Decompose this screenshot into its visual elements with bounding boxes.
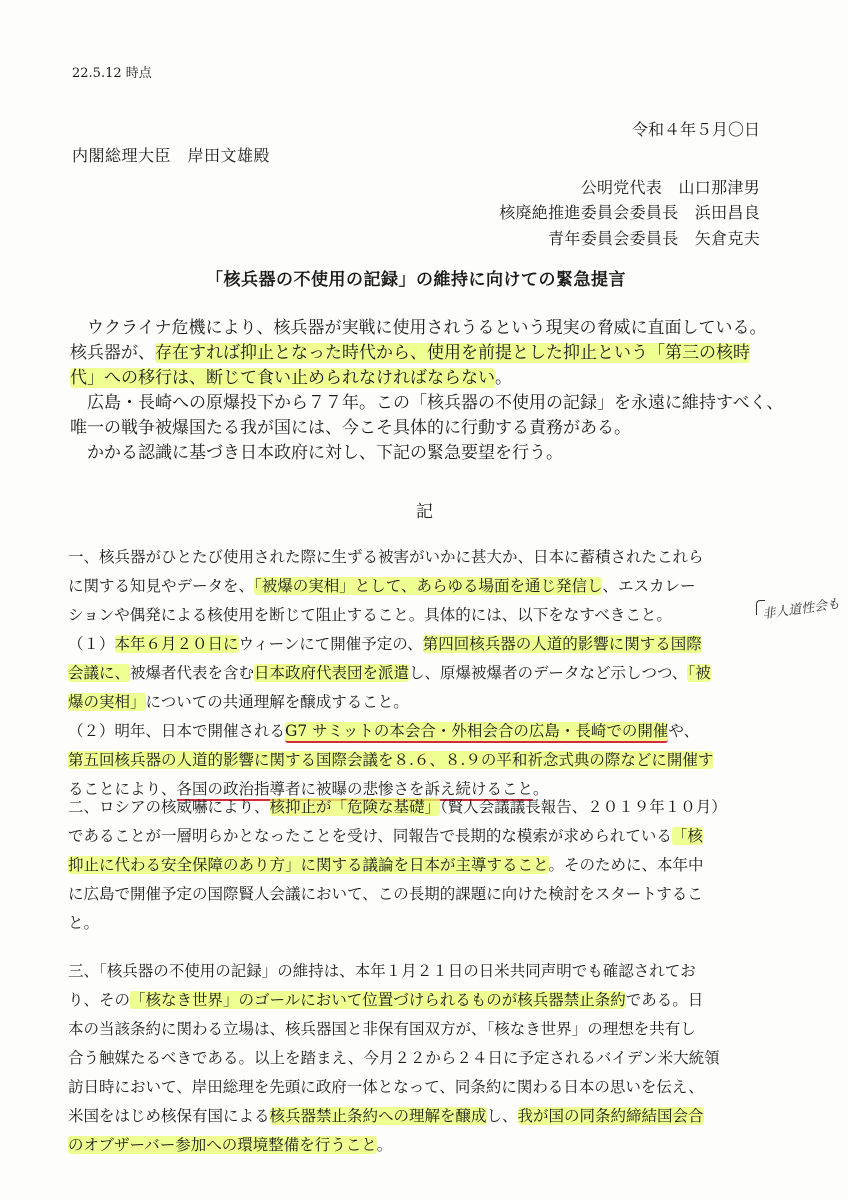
intro-paragraph — [70, 316, 784, 466]
highlight: 我が国の同条約締結国会合 — [517, 1107, 704, 1125]
sender-1: 公明党代表 山口那津男 — [580, 178, 760, 197]
section-1 — [68, 543, 780, 804]
highlight: 「被爆の実相」として、あらゆる場面を通じ発信し — [254, 577, 603, 595]
highlight: 存在すれば抑止となった時代から、使用を前提とした抑止という「第三の核時 — [155, 343, 750, 363]
section-line: 二、ロシアの核威嚇により、核抑止が「危険な基礎」（賢人会議議長報告、２０１９年１０月） — [68, 798, 727, 816]
sender-3: 青年委員会委員長 矢倉克夫 — [548, 229, 760, 248]
highlight: 抑止に代わる安全保障のあり方」に関する議論を日本が主導すること — [68, 856, 549, 874]
highlight: 第四回核兵器の人道的影響に関する国際 — [422, 635, 702, 653]
addressee: 内閣総理大臣 岸田文雄殿 — [72, 146, 271, 165]
intro-line: 唯一の戦争被爆国たる我が国には、今こそ具体的に行動する責務がある。 — [70, 418, 631, 438]
section-line: 訪日時において、岸田総理を先頭に政府一体となって、同条約に関わる日本の思いを伝え、 — [68, 1078, 704, 1096]
section-line — [68, 746, 780, 775]
intro-line: 代」への移行は、断じて食い止められなければならない。 — [70, 368, 512, 388]
section-line: 会議に、被爆者代表を含む日本政府代表団を派遣し、原爆被爆者のデータなど示しつつ、「被 — [68, 664, 711, 682]
section-2 — [68, 793, 780, 938]
section-line: 抑止に代わる安全保障のあり方」に関する議論を日本が主導すること。そのために、本年中 — [68, 856, 704, 874]
section-line: ションや偶発による核使用を断じて阻止すること。具体的には、以下をなすべきこと。 — [68, 606, 672, 624]
underline: 各国の政治指導者に被曝の悲惨さを訴え続けること — [177, 780, 534, 801]
section-line: に広島で開催予定の国際賢人会議において、この長期的課題に向けた検討をスタートするこ — [68, 885, 703, 903]
highlight: 「核 — [671, 827, 703, 845]
highlight: のオブザーバー参加への環境整備を行うこと — [68, 1136, 377, 1154]
section-line: 本の当該条約に関わる立場は、核兵器国と非保有国双方が、「核なき世界」の理想を共有し — [68, 1020, 696, 1038]
highlight: 「核なき世界」のゴールにおいて位置づけられるものが核兵器禁止条約 — [130, 991, 626, 1009]
section-line: のオブザーバー参加への環境整備を行うこと。 — [68, 1136, 393, 1154]
section-line: と。 — [68, 914, 100, 932]
section-3 — [68, 957, 780, 1160]
sender-2: 核廃絶推進委員会委員長 浜田昌良 — [499, 203, 760, 222]
highlight: 「被 — [687, 664, 711, 682]
highlight-underline: G7 サミットの本会合・外相会合の広島・長崎での開催 — [285, 722, 668, 743]
highlight: 日本政府代表団を派遣 — [254, 664, 410, 682]
section-line: り、その「核なき世界」のゴールにおいて位置づけられるものが核兵器禁止条約である。日 — [68, 991, 704, 1009]
highlight: 第五回核兵器の人道的影響に関する国際会議を８.６、８.９の平和祈念式典の際などに開催す — [68, 751, 714, 769]
intro-line: かかる認識に基づき日本政府に対し、下記の緊急要望を行う。 — [70, 443, 563, 463]
section-line: 米国をはじめ核保有国による核兵器禁止条約への理解を醸成し、我が国の同条約締結国会合 — [68, 1107, 704, 1125]
section-line: に関する知見やデータを、「被爆の実相」として、あらゆる場面を通じ発信し、エスカレー — [68, 577, 696, 595]
document-date: 令和４年５月〇日 — [631, 120, 760, 139]
highlight: 爆の実相」 — [68, 693, 146, 711]
document-title: 「核兵器の不使用の記録」の維持に向けての緊急提言 — [206, 270, 626, 290]
intro-line: 広島・長崎への原爆投下から７７年。この「核兵器の不使用の記録」を永遠に維持すべく、 — [70, 393, 784, 413]
highlight: 核抑止が「危険な基礎」 — [269, 798, 441, 816]
section-line: （１）本年６月２０日にウィーンにて開催予定の、第四回核兵器の人道的影響に関する国際 — [68, 635, 702, 653]
highlight: 本年６月２０日に — [114, 635, 239, 653]
section-line: 爆の実相」についての共通理解を醸成すること。 — [68, 693, 409, 711]
highlight: 核兵器禁止条約への理解を醸成 — [269, 1107, 487, 1125]
handwritten-note: 非人道性会も — [761, 596, 841, 623]
section-line: 三、「核兵器の不使用の記録」の維持は、本年１月２１日の日米共同声明でも確認されてお — [68, 962, 696, 980]
intro-line: 核兵器が、存在すれば抑止となった時代から、使用を前提とした抑止という「第三の核時 — [70, 343, 750, 363]
timestamp-stamp: 22.5.12 時点 — [72, 66, 152, 81]
ki-heading: 記 — [416, 502, 433, 522]
section-line: 合う触媒たるべきである。以上を踏まえ、今月２２から２４日に予定されるバイデン米大統領 — [68, 1049, 720, 1067]
highlight: 会議に、 — [68, 664, 131, 682]
section-line: であることが一層明らかとなったことを受け、同報告で長期的な模索が求められている「核 — [68, 827, 703, 845]
section-line: ることにより、各国の政治指導者に被曝の悲惨さを訴え続けること。 — [68, 775, 780, 804]
section-line: （２）明年、日本で開催されるG7 サミットの本会合・外相会合の広島・長崎での開催や、 — [68, 717, 780, 746]
highlight: 代」への移行は、断じて食い止められなければならない — [70, 368, 495, 388]
intro-line: ウクライナ危機により、核兵器が実戦に使用されうるという現実の脅威に直面している。 — [70, 318, 767, 338]
section-line: 一、核兵器がひとたび使用された際に生ずる被害がいかに甚大か、日本に蓄積されたこれら — [68, 548, 704, 566]
